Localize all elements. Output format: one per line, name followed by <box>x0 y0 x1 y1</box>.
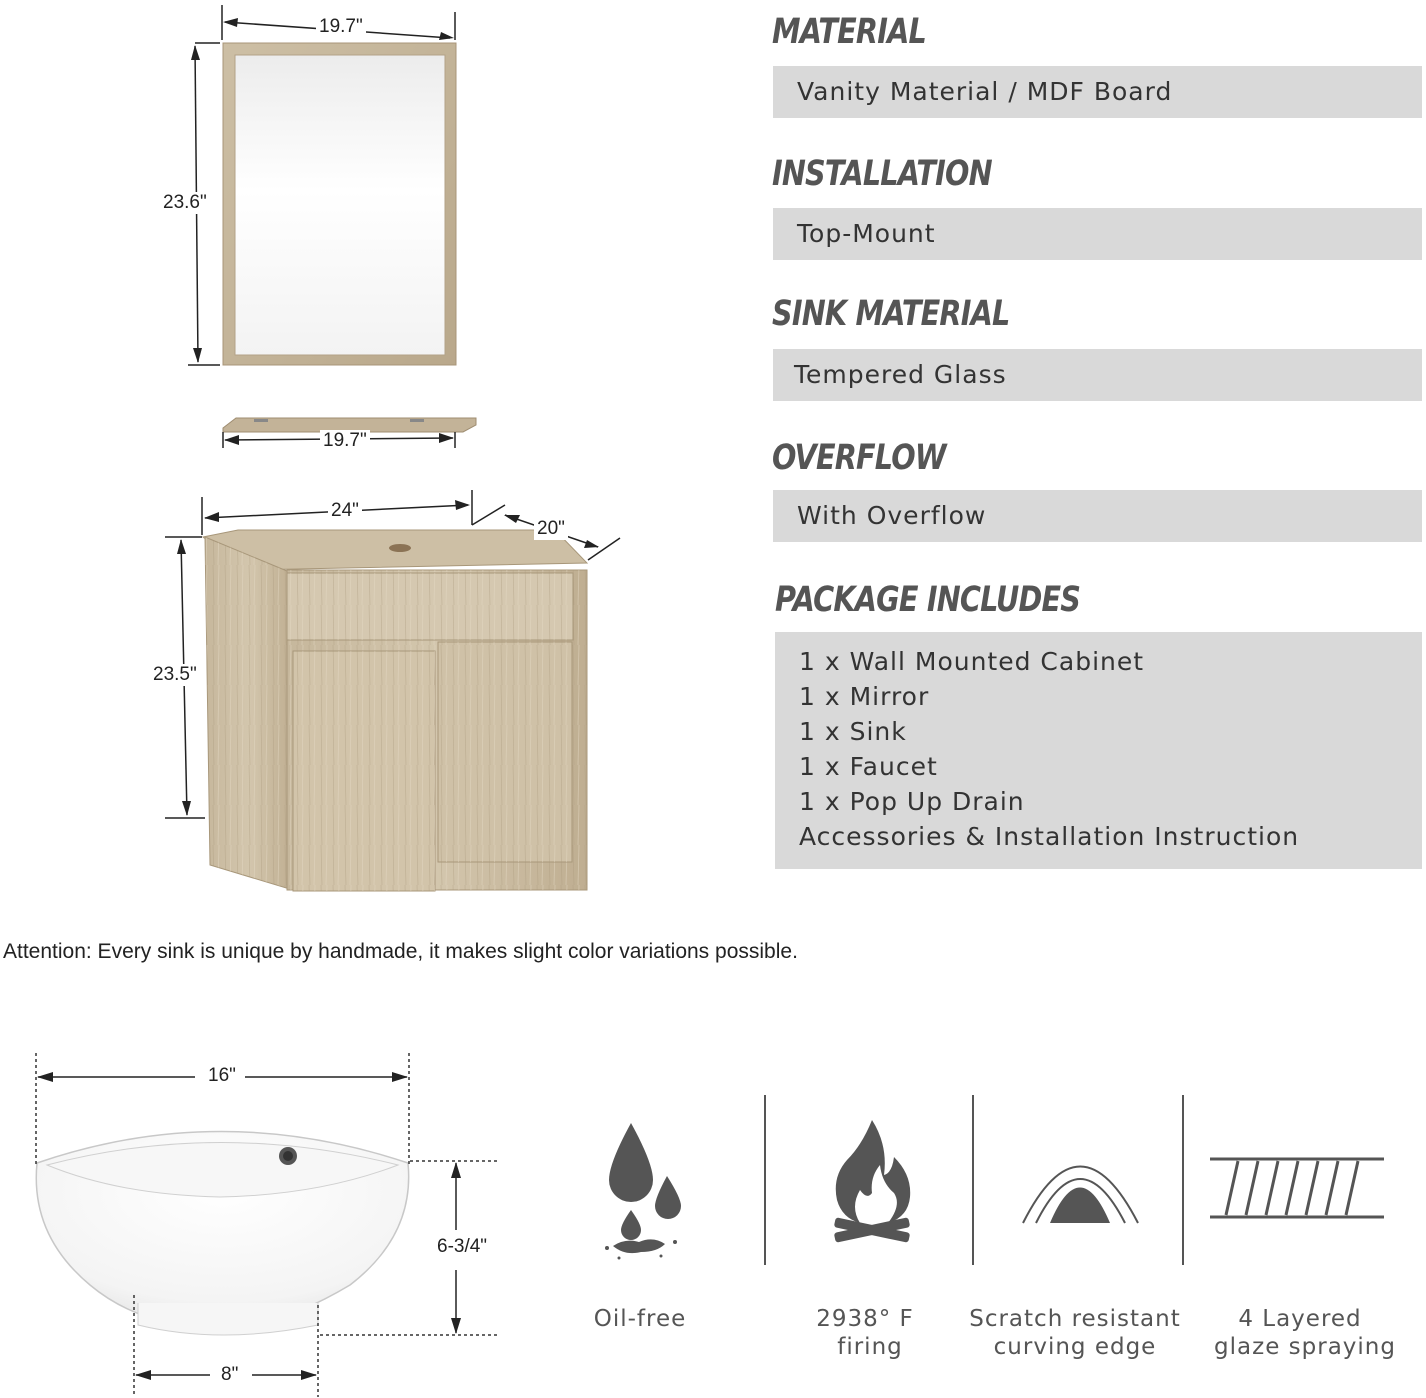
material-heading: MATERIAL <box>772 12 926 52</box>
cabinet-height-label: 23.5" <box>150 664 200 686</box>
cabinet-depth-label: 20" <box>534 518 568 540</box>
mirror-illustration <box>150 0 490 460</box>
sink-diameter-label: 16" <box>205 1065 239 1087</box>
sink-material-heading: SINK MATERIAL <box>772 294 1010 334</box>
overflow-heading: OVERFLOW <box>772 438 946 478</box>
fire-icon <box>822 1115 922 1250</box>
package-list <box>775 632 1422 869</box>
package-item: 1 x Faucet <box>799 752 938 781</box>
sink-illustration <box>20 1045 510 1398</box>
cabinet-illustration <box>150 485 630 905</box>
feature-divider <box>972 1095 974 1265</box>
feature-divider <box>764 1095 766 1265</box>
shelf-width-label: 19.7" <box>320 430 370 452</box>
feature-divider <box>1182 1095 1184 1265</box>
sink-height-label: 6-3/4" <box>434 1236 490 1258</box>
glaze-layers-icon <box>1208 1155 1388 1220</box>
feature-glaze-line2: glaze spraying <box>1214 1334 1396 1360</box>
installation-value: Top-Mount <box>773 208 1422 260</box>
mirror-width-label: 19.7" <box>316 16 366 38</box>
package-item: Accessories & Installation Instruction <box>799 822 1300 851</box>
oil-drop-icon <box>595 1118 695 1268</box>
material-value: Vanity Material / MDF Board <box>773 66 1422 118</box>
feature-scratch-line1: Scratch resistant <box>969 1306 1181 1332</box>
sink-base-label: 8" <box>218 1364 241 1386</box>
package-item: 1 x Wall Mounted Cabinet <box>799 647 1145 676</box>
package-item: 1 x Sink <box>799 717 907 746</box>
package-item: 1 x Mirror <box>799 682 930 711</box>
feature-firing-line2: firing <box>837 1334 903 1360</box>
cabinet-width-label: 24" <box>328 500 362 522</box>
attention-note: Attention: Every sink is unique by handmade, it makes slight color variations possible. <box>3 940 798 963</box>
sink-material-value: Tempered Glass <box>773 349 1422 401</box>
overflow-value: With Overflow <box>773 490 1422 542</box>
feature-oil-free-label: Oil-free <box>593 1306 687 1332</box>
package-heading: PACKAGE INCLUDES <box>775 580 1081 620</box>
package-item: 1 x Pop Up Drain <box>799 787 1025 816</box>
feature-firing-line1: 2938° F <box>816 1306 914 1332</box>
installation-heading: INSTALLATION <box>772 154 992 194</box>
curved-edge-icon <box>1018 1130 1143 1230</box>
mirror-height-label: 23.6" <box>160 192 210 214</box>
feature-glaze-line1: 4 Layered <box>1238 1306 1362 1332</box>
feature-scratch-line2: curving edge <box>993 1334 1157 1360</box>
